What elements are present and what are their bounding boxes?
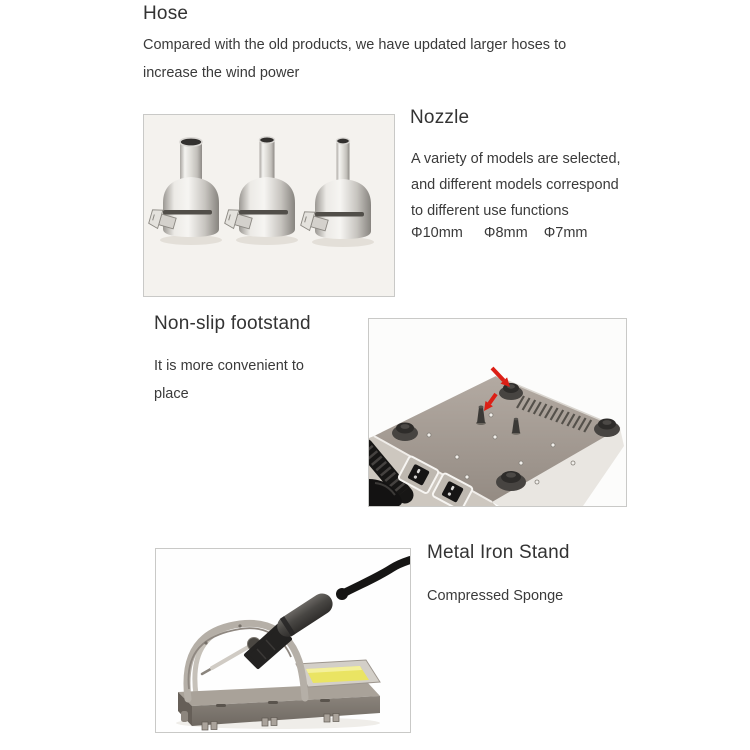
nozzle-size-10mm: Φ10mm [411,225,463,241]
footstand-title: Non-slip footstand [154,313,311,334]
nozzle-description-line: and different models correspond [411,177,619,193]
iron-stand-title: Metal Iron Stand [427,542,570,563]
sponge-tray [296,660,380,687]
hose-description-line: increase the wind power [143,65,300,81]
nozzle-title: Nozzle [410,107,470,128]
nozzle-size-8mm: Φ8mm [483,225,528,241]
iron-stand-subtitle: Compressed Sponge [427,588,564,604]
nozzle-description-line: A variety of models are selected, [411,151,621,167]
hose-description-line: Compared with the old products, we have updated larger hoses to [143,37,567,53]
footstand-photo [368,318,627,507]
nozzle-description-line: to different use functions [411,203,569,219]
nozzle-size-7mm: Φ7mm [543,225,588,241]
nozzles-illustration [144,115,394,296]
footstand-illustration [369,319,626,506]
nozzle-sizes [411,225,588,241]
footstand-description-line: place [154,386,189,402]
nozzle-description [411,146,621,224]
iron-stand-illustration [156,549,410,732]
footstand-description [154,352,304,408]
hose-description [143,31,566,87]
hose-title: Hose [143,3,189,24]
nozzles-photo [143,114,395,297]
iron-stand-photo [155,548,411,733]
footstand-description-line: It is more convenient to [154,358,304,374]
